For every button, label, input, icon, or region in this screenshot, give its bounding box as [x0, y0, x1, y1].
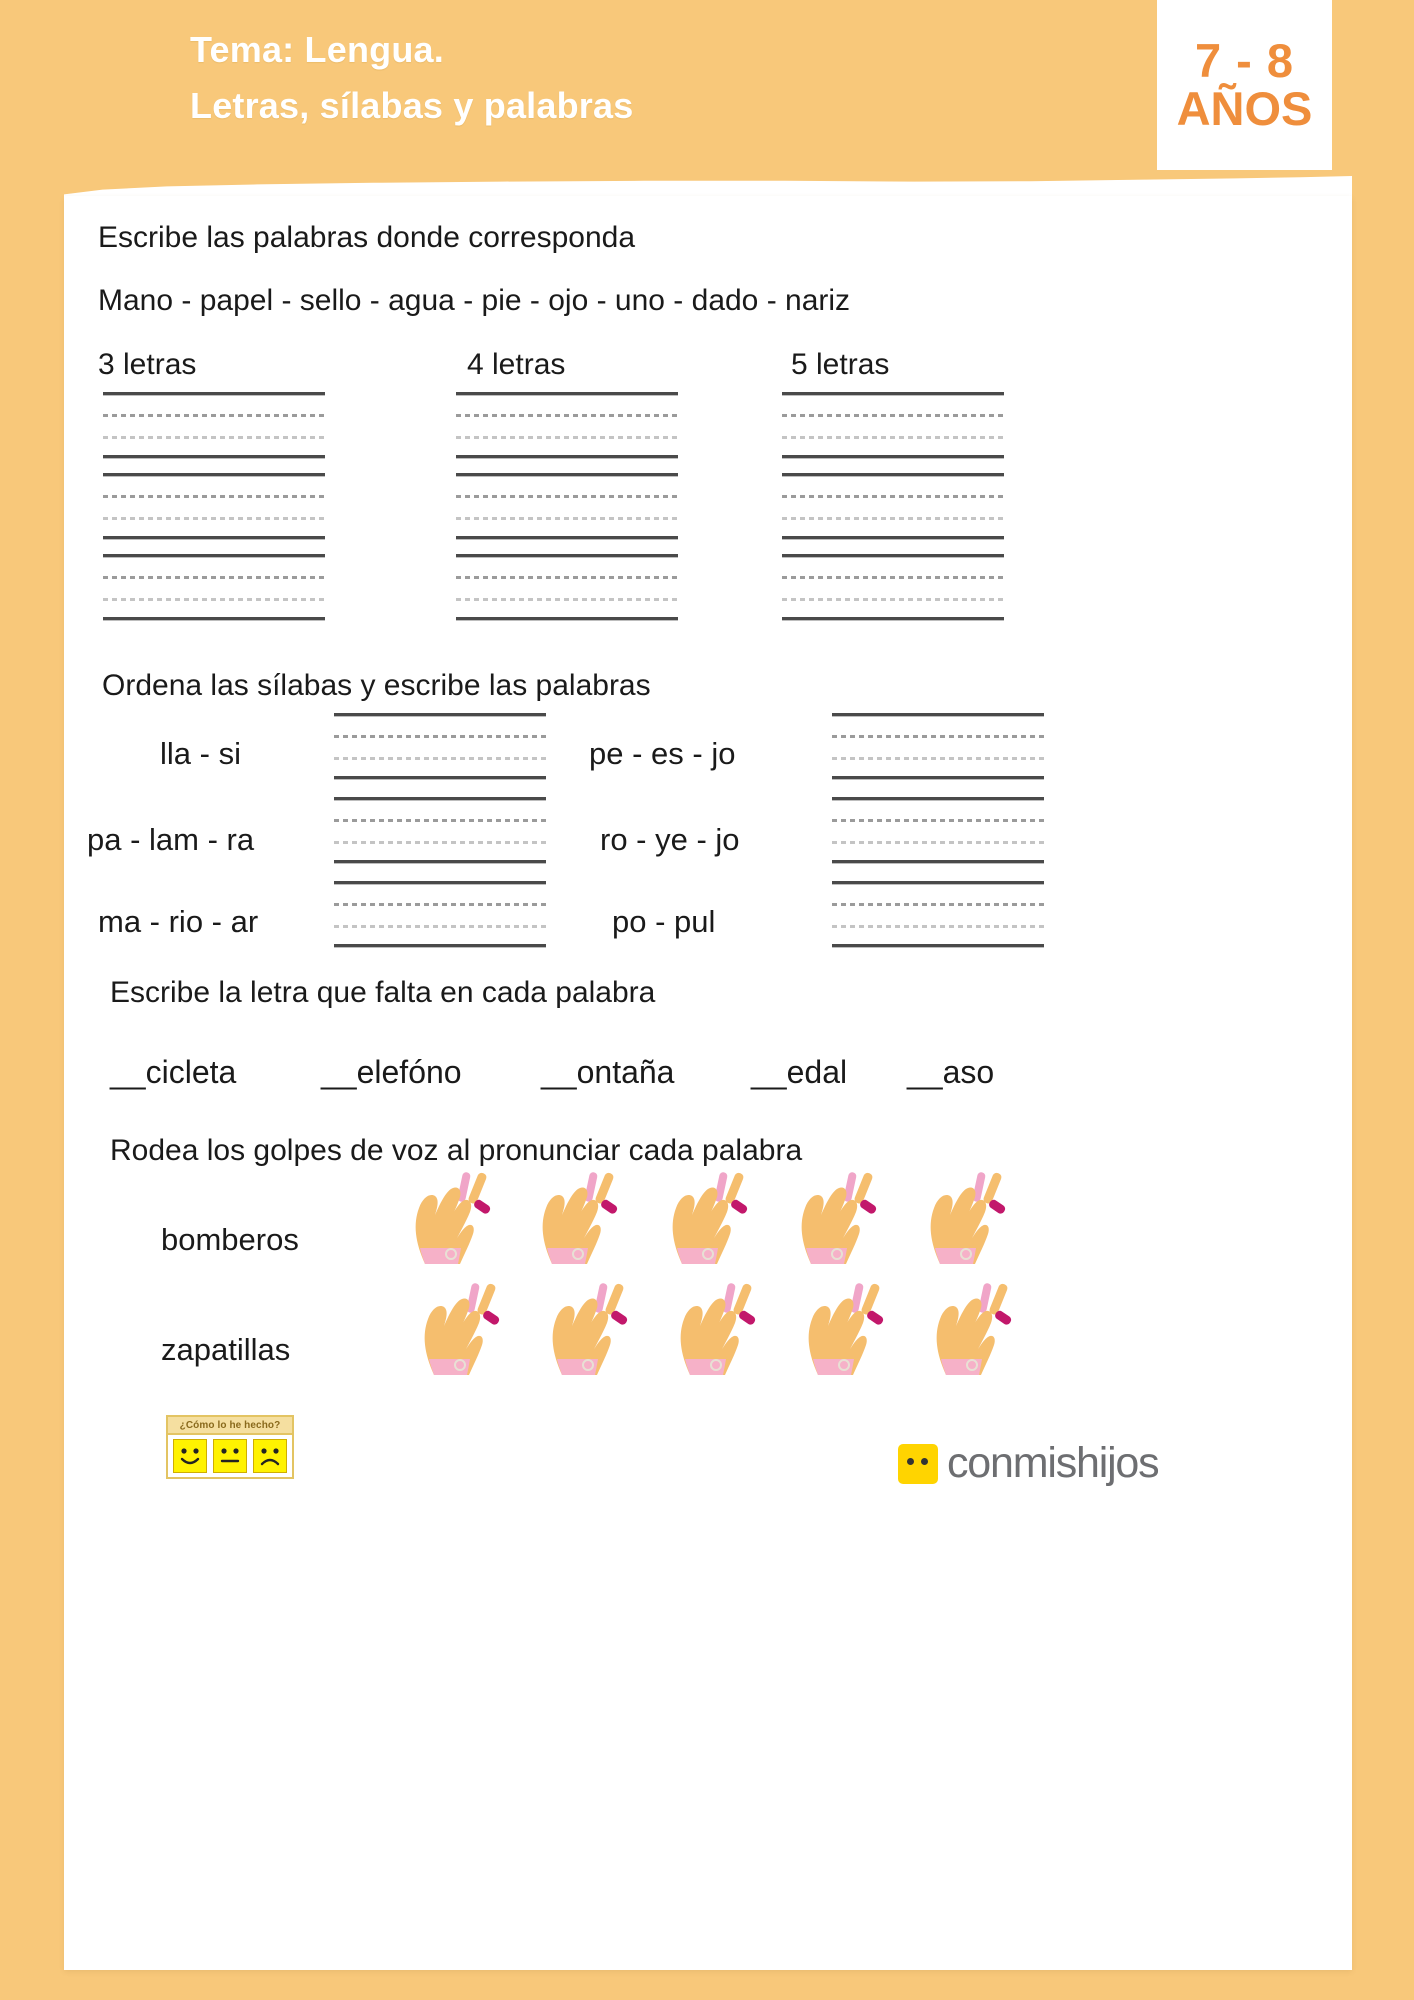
clapping-hands-icon[interactable] — [664, 1168, 750, 1264]
writing-line-group[interactable] — [334, 881, 546, 945]
writing-line-solid-bottom — [103, 617, 325, 620]
writing-line-solid-bottom — [334, 860, 546, 863]
conmishijos-logo-mark-icon — [898, 1444, 938, 1484]
writing-line-group[interactable] — [832, 713, 1044, 777]
writing-line-dotted-2 — [103, 517, 325, 520]
logo-eye-left — [907, 1458, 914, 1465]
exercise2-instruction: Ordena las sílabas y escribe las palabras — [102, 669, 651, 702]
writing-line-group[interactable] — [103, 554, 325, 618]
sad-face-icon[interactable] — [253, 1439, 287, 1473]
writing-line-dotted-1 — [832, 735, 1044, 738]
writing-line-solid-bottom — [832, 776, 1044, 779]
writing-line-group[interactable] — [103, 473, 325, 537]
exercise1-word-bank: Mano - papel - sello - agua - pie - ojo - uno - dado - nariz — [98, 284, 851, 317]
exercise3-word-4[interactable]: __aso — [907, 1054, 995, 1090]
clapping-hands-icon[interactable] — [672, 1279, 758, 1375]
writing-line-group[interactable] — [334, 713, 546, 777]
clapping-hands-icon[interactable] — [544, 1279, 630, 1375]
writing-line-solid-top — [103, 554, 325, 557]
writing-line-dotted-2 — [832, 841, 1044, 844]
writing-line-dotted-2 — [334, 925, 546, 928]
clapping-hands-icon[interactable] — [416, 1279, 502, 1375]
writing-line-solid-bottom — [334, 776, 546, 779]
self-assessment-box[interactable] — [166, 1415, 294, 1479]
exercise3-word-2[interactable]: __ontaña — [541, 1054, 675, 1090]
conmishijos-logo-text: conmishijos — [947, 1439, 1159, 1487]
exercise3-word-3[interactable]: __edal — [751, 1054, 848, 1090]
conmishijos-logo[interactable] — [898, 1439, 1158, 1488]
clapping-hands-icon[interactable] — [534, 1168, 620, 1264]
logo-eye-right — [921, 1458, 928, 1465]
clapping-hands-icon[interactable] — [928, 1279, 1014, 1375]
age-badge-range: 7 - 8 — [1194, 34, 1295, 88]
writing-line-dotted-2 — [782, 436, 1004, 439]
exercise4-word-1: zapatillas — [161, 1332, 291, 1367]
writing-line-dotted-2 — [782, 598, 1004, 601]
page-title-line-2: Letras, sílabas y palabras — [190, 84, 634, 126]
exercise2-item-left-1: pa - lam - ra — [87, 822, 255, 857]
writing-line-group[interactable] — [456, 473, 678, 537]
worksheet-paper — [64, 196, 1352, 1970]
writing-line-dotted-2 — [334, 757, 546, 760]
exercise3-word-0[interactable]: __cicleta — [110, 1054, 237, 1090]
writing-line-dotted-1 — [334, 819, 546, 822]
worksheet-content — [64, 196, 1352, 1970]
neutral-face-icon[interactable] — [213, 1439, 247, 1473]
clapping-hands-icon[interactable] — [793, 1168, 879, 1264]
writing-line-dotted-1 — [782, 576, 1004, 579]
writing-line-dotted-1 — [456, 414, 678, 417]
writing-line-solid-bottom — [456, 536, 678, 539]
writing-line-solid-bottom — [832, 860, 1044, 863]
writing-line-group[interactable] — [456, 392, 678, 456]
writing-line-dotted-1 — [334, 735, 546, 738]
writing-line-dotted-1 — [832, 903, 1044, 906]
writing-line-dotted-1 — [103, 576, 325, 579]
exercise2-item-left-0: lla - si — [160, 736, 241, 771]
exercise2-item-left-2: ma - rio - ar — [98, 904, 259, 939]
age-badge — [1157, 0, 1332, 170]
writing-line-solid-bottom — [782, 455, 1004, 458]
writing-line-solid-bottom — [832, 944, 1044, 947]
writing-line-solid-top — [334, 713, 546, 716]
writing-line-solid-top — [832, 881, 1044, 884]
writing-line-dotted-1 — [456, 576, 678, 579]
clapping-hands-icon[interactable] — [922, 1168, 1008, 1264]
age-badge-unit: AÑOS — [1176, 82, 1313, 135]
self-assessment-faces — [166, 1433, 294, 1479]
writing-line-group[interactable] — [832, 881, 1044, 945]
writing-line-group[interactable] — [832, 797, 1044, 861]
exercise2-item-right-1: ro - ye - jo — [600, 822, 740, 857]
writing-line-dotted-2 — [456, 436, 678, 439]
writing-line-dotted-1 — [782, 495, 1004, 498]
exercise4-word-0: bomberos — [161, 1222, 299, 1257]
writing-line-dotted-1 — [782, 414, 1004, 417]
writing-line-solid-bottom — [103, 455, 325, 458]
writing-line-dotted-1 — [334, 903, 546, 906]
writing-line-dotted-1 — [103, 414, 325, 417]
writing-line-group[interactable] — [782, 473, 1004, 537]
writing-line-solid-top — [103, 392, 325, 395]
clapping-hands-icon[interactable] — [407, 1168, 493, 1264]
writing-line-dotted-2 — [334, 841, 546, 844]
clapping-hands-icon[interactable] — [800, 1279, 886, 1375]
exercise3-word-1[interactable]: __elefóno — [321, 1054, 462, 1090]
exercise4-instruction: Rodea los golpes de voz al pronunciar cada palabra — [110, 1134, 803, 1167]
writing-line-solid-top — [832, 713, 1044, 716]
writing-line-group[interactable] — [782, 554, 1004, 618]
writing-line-dotted-2 — [456, 517, 678, 520]
writing-line-solid-bottom — [103, 536, 325, 539]
writing-line-group[interactable] — [456, 554, 678, 618]
writing-line-dotted-2 — [103, 436, 325, 439]
exercise1-column-header-1: 4 letras — [467, 348, 566, 381]
writing-line-solid-top — [456, 473, 678, 476]
writing-line-solid-bottom — [782, 617, 1004, 620]
writing-line-dotted-1 — [456, 495, 678, 498]
writing-line-solid-top — [782, 392, 1004, 395]
page-title-line-1: Tema: Lengua. — [190, 29, 444, 70]
exercise1-column-header-0: 3 letras — [98, 348, 197, 381]
writing-line-dotted-2 — [832, 925, 1044, 928]
page-header — [0, 0, 1414, 205]
writing-line-solid-bottom — [782, 536, 1004, 539]
writing-line-solid-top — [103, 473, 325, 476]
writing-line-dotted-2 — [456, 598, 678, 601]
writing-line-group[interactable] — [103, 392, 325, 456]
writing-line-solid-top — [782, 554, 1004, 557]
writing-line-solid-top — [456, 392, 678, 395]
writing-line-dotted-1 — [832, 819, 1044, 822]
exercise2-item-right-0: pe - es - jo — [589, 736, 736, 771]
writing-line-solid-bottom — [456, 455, 678, 458]
writing-line-group[interactable] — [782, 392, 1004, 456]
page-title — [190, 22, 633, 134]
happy-face-icon[interactable] — [173, 1439, 207, 1473]
exercise3-instruction: Escribe la letra que falta en cada palabra — [110, 976, 656, 1009]
exercise2-item-right-2: po - pul — [612, 904, 716, 939]
writing-line-solid-top — [334, 881, 546, 884]
writing-line-solid-top — [782, 473, 1004, 476]
writing-line-dotted-2 — [103, 598, 325, 601]
writing-line-dotted-2 — [782, 517, 1004, 520]
writing-line-solid-bottom — [456, 617, 678, 620]
writing-line-group[interactable] — [334, 797, 546, 861]
writing-line-solid-top — [832, 797, 1044, 800]
writing-line-dotted-2 — [832, 757, 1044, 760]
self-assessment-title: ¿Cómo lo he hecho? — [166, 1415, 294, 1433]
writing-line-solid-bottom — [334, 944, 546, 947]
writing-line-solid-top — [456, 554, 678, 557]
exercise1-column-header-2: 5 letras — [791, 348, 890, 381]
writing-line-dotted-1 — [103, 495, 325, 498]
writing-line-solid-top — [334, 797, 546, 800]
exercise1-instruction: Escribe las palabras donde corresponda — [98, 221, 635, 254]
